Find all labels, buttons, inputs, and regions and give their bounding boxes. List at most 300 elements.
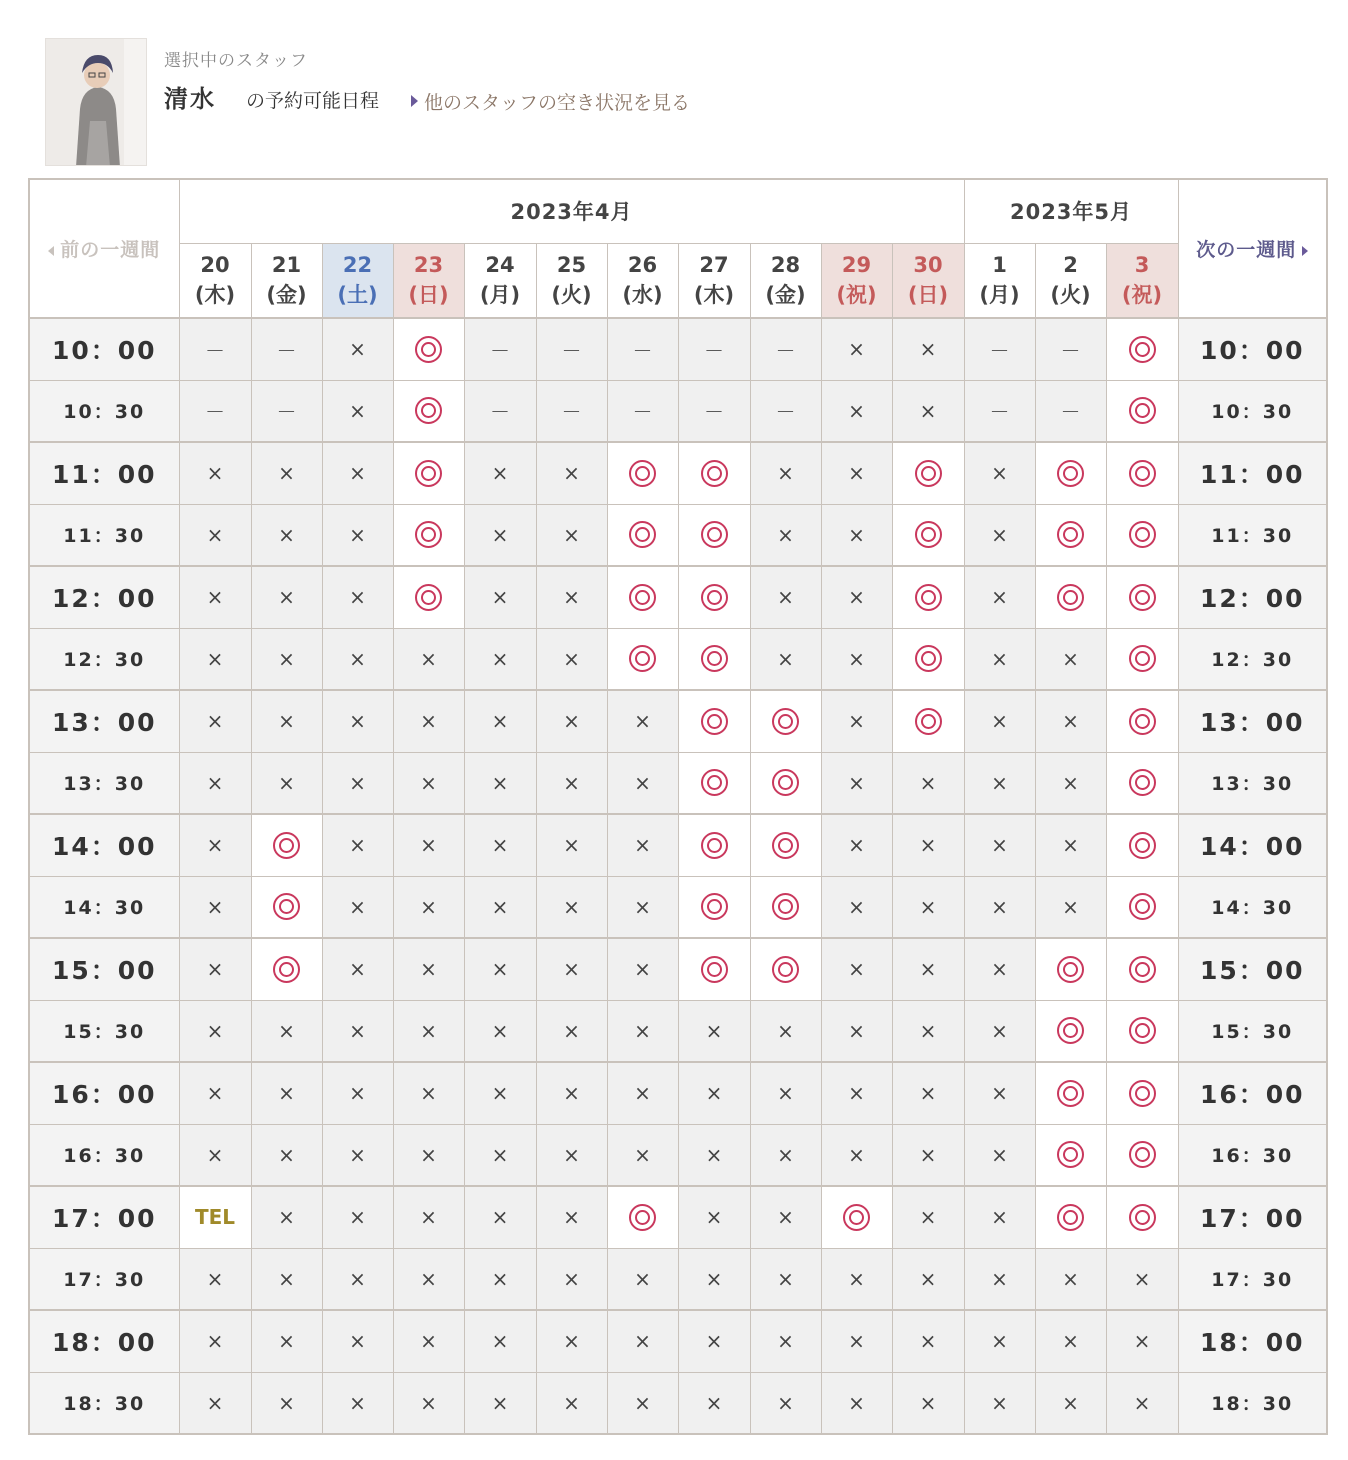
time-label: 13：00 — [1178, 690, 1327, 752]
double-circle-icon — [415, 584, 442, 611]
slot-available[interactable] — [892, 566, 964, 628]
slot-available[interactable] — [251, 938, 322, 1000]
time-label: 15：30 — [29, 1000, 179, 1062]
slot-full: × — [678, 1000, 750, 1062]
time-label: 11：00 — [1178, 442, 1327, 504]
slot-full: × — [393, 752, 464, 814]
time-row — [29, 752, 1327, 814]
double-circle-icon — [629, 645, 656, 672]
slot-closed: － — [179, 380, 251, 442]
next-week-label: 次の一週間 — [1196, 239, 1297, 261]
slot-available[interactable] — [1106, 380, 1178, 442]
slot-available[interactable] — [678, 814, 750, 876]
slot-available[interactable] — [1106, 628, 1178, 690]
slot-full: × — [179, 566, 251, 628]
slot-full: × — [821, 938, 892, 1000]
slot-full: × — [821, 752, 892, 814]
slot-closed: － — [964, 318, 1035, 380]
slot-full: × — [1035, 628, 1106, 690]
double-circle-icon — [1129, 1017, 1156, 1044]
slot-full: × — [678, 1248, 750, 1310]
double-circle-icon — [1057, 956, 1084, 983]
double-circle-icon — [701, 584, 728, 611]
time-label: 17：00 — [1178, 1186, 1327, 1248]
slot-full: × — [821, 380, 892, 442]
slot-full: × — [536, 814, 607, 876]
slot-available[interactable] — [607, 566, 678, 628]
slot-available[interactable] — [1106, 566, 1178, 628]
slot-available[interactable] — [678, 504, 750, 566]
slot-full: × — [821, 814, 892, 876]
slot-full: × — [821, 1310, 892, 1372]
slot-full: × — [322, 1062, 393, 1124]
slot-available[interactable] — [892, 690, 964, 752]
double-circle-icon — [701, 769, 728, 796]
double-circle-icon — [1129, 336, 1156, 363]
day-header — [892, 243, 964, 318]
slot-closed: － — [536, 318, 607, 380]
slot-full: × — [464, 504, 536, 566]
time-label: 10：30 — [29, 380, 179, 442]
time-label: 10：30 — [1178, 380, 1327, 442]
slot-available[interactable] — [1106, 1124, 1178, 1186]
slot-full: × — [678, 1186, 750, 1248]
time-row — [29, 1062, 1327, 1124]
slot-available[interactable] — [1035, 938, 1106, 1000]
time-row — [29, 876, 1327, 938]
slot-full: × — [464, 814, 536, 876]
double-circle-icon — [415, 521, 442, 548]
slot-available[interactable] — [393, 380, 464, 442]
slot-full: × — [536, 1248, 607, 1310]
slot-available[interactable] — [892, 504, 964, 566]
slot-full: × — [821, 1000, 892, 1062]
slot-full: × — [821, 1124, 892, 1186]
double-circle-icon — [629, 460, 656, 487]
slot-available[interactable] — [1035, 1062, 1106, 1124]
slot-full: × — [750, 504, 821, 566]
double-circle-icon — [772, 769, 799, 796]
caret-left-icon — [48, 246, 54, 256]
day-weekday: (土) — [337, 283, 378, 308]
double-circle-icon — [273, 893, 300, 920]
slot-available[interactable] — [1035, 566, 1106, 628]
slot-full: × — [964, 1000, 1035, 1062]
day-number: 24 — [485, 253, 515, 278]
time-row — [29, 1124, 1327, 1186]
time-label: 12：30 — [29, 628, 179, 690]
slot-full: × — [464, 1372, 536, 1434]
slot-closed: － — [750, 318, 821, 380]
slot-full: × — [322, 1372, 393, 1434]
slot-full: × — [322, 504, 393, 566]
slot-full: × — [251, 1372, 322, 1434]
double-circle-icon — [1129, 645, 1156, 672]
slot-full: × — [1035, 752, 1106, 814]
slot-full: × — [322, 814, 393, 876]
day-number: 20 — [200, 253, 230, 278]
time-row — [29, 1186, 1327, 1248]
slot-full: × — [322, 380, 393, 442]
slot-available[interactable] — [678, 938, 750, 1000]
slot-full: × — [892, 1186, 964, 1248]
slot-full: × — [821, 690, 892, 752]
slot-closed: － — [536, 380, 607, 442]
slot-full: × — [536, 442, 607, 504]
double-circle-icon — [701, 956, 728, 983]
slot-full: × — [536, 1372, 607, 1434]
double-circle-icon — [701, 832, 728, 859]
time-label: 15：00 — [29, 938, 179, 1000]
day-weekday: (祝) — [1121, 283, 1163, 308]
slot-available[interactable] — [1106, 442, 1178, 504]
double-circle-icon — [1129, 521, 1156, 548]
day-weekday: (金) — [765, 283, 806, 308]
staff-header — [164, 46, 690, 115]
slot-full: × — [750, 442, 821, 504]
slot-full: × — [607, 690, 678, 752]
day-weekday: (火) — [1050, 283, 1091, 308]
time-row — [29, 628, 1327, 690]
slot-available[interactable] — [678, 442, 750, 504]
slot-available[interactable] — [607, 628, 678, 690]
double-circle-icon — [1057, 584, 1084, 611]
slot-available[interactable] — [821, 1186, 892, 1248]
slot-available[interactable] — [393, 318, 464, 380]
slot-full: × — [607, 1372, 678, 1434]
slot-full: × — [464, 442, 536, 504]
slot-full: × — [607, 752, 678, 814]
day-weekday: (木) — [693, 283, 735, 308]
slot-full: × — [964, 628, 1035, 690]
double-circle-icon — [701, 645, 728, 672]
slot-closed: － — [464, 318, 536, 380]
slot-full: × — [536, 1062, 607, 1124]
double-circle-icon — [415, 460, 442, 487]
slot-full: × — [464, 1186, 536, 1248]
slot-full: × — [251, 690, 322, 752]
time-row — [29, 1372, 1327, 1434]
prev-week-label: 前の一週間 — [60, 239, 161, 261]
day-number: 27 — [699, 253, 729, 278]
slot-full: × — [179, 628, 251, 690]
slot-full: × — [821, 628, 892, 690]
slot-available[interactable] — [607, 1186, 678, 1248]
slot-available[interactable] — [750, 876, 821, 938]
slot-full: × — [1035, 1372, 1106, 1434]
double-circle-icon — [1129, 769, 1156, 796]
slot-available[interactable] — [1106, 1186, 1178, 1248]
slot-full: × — [179, 1124, 251, 1186]
slot-full: × — [322, 566, 393, 628]
slot-full: × — [464, 1248, 536, 1310]
day-header — [1035, 243, 1106, 318]
slot-full: × — [536, 938, 607, 1000]
slot-available[interactable] — [251, 814, 322, 876]
slot-full: × — [464, 566, 536, 628]
slot-available[interactable] — [750, 938, 821, 1000]
slot-full: × — [964, 1062, 1035, 1124]
slot-full: × — [536, 504, 607, 566]
slot-full: × — [536, 876, 607, 938]
time-label: 17：30 — [1178, 1248, 1327, 1310]
slot-closed: － — [678, 380, 750, 442]
slot-full: × — [179, 876, 251, 938]
time-label: 17：30 — [29, 1248, 179, 1310]
slot-full: × — [251, 1000, 322, 1062]
slot-available[interactable] — [607, 442, 678, 504]
double-circle-icon — [1129, 893, 1156, 920]
slot-full: × — [892, 752, 964, 814]
double-circle-icon — [915, 708, 942, 735]
time-label: 15：00 — [1178, 938, 1327, 1000]
slot-full: × — [251, 1248, 322, 1310]
day-number: 30 — [913, 253, 943, 278]
day-header — [393, 243, 464, 318]
double-circle-icon — [1129, 397, 1156, 424]
time-label: 16：00 — [29, 1062, 179, 1124]
slot-available[interactable] — [251, 876, 322, 938]
slot-full: × — [464, 752, 536, 814]
time-label: 11：30 — [1178, 504, 1327, 566]
double-circle-icon — [273, 956, 300, 983]
slot-full: × — [536, 1310, 607, 1372]
slot-full: × — [322, 1124, 393, 1186]
slot-full: × — [607, 1248, 678, 1310]
slot-full: × — [322, 752, 393, 814]
time-label: 13：30 — [1178, 752, 1327, 814]
slot-available[interactable] — [1106, 814, 1178, 876]
slot-full: × — [750, 628, 821, 690]
slot-full: × — [464, 1000, 536, 1062]
slot-available[interactable] — [1106, 1062, 1178, 1124]
slot-full: × — [251, 504, 322, 566]
slot-available[interactable] — [607, 504, 678, 566]
slot-available[interactable] — [1106, 690, 1178, 752]
slot-full: × — [964, 504, 1035, 566]
slot-full: × — [892, 380, 964, 442]
day-weekday: (祝) — [836, 283, 877, 308]
time-label: 12：30 — [1178, 628, 1327, 690]
day-weekday: (日) — [408, 283, 449, 308]
slot-full: × — [892, 1248, 964, 1310]
double-circle-icon — [1129, 460, 1156, 487]
slot-full: × — [821, 1062, 892, 1124]
slot-available[interactable] — [678, 628, 750, 690]
day-header — [179, 243, 251, 318]
slot-full: × — [393, 1310, 464, 1372]
slot-available[interactable] — [1106, 1000, 1178, 1062]
slot-tel[interactable]: TEL — [179, 1186, 251, 1248]
next-week-button[interactable] — [1178, 179, 1327, 318]
slot-closed: － — [1035, 318, 1106, 380]
time-label: 16：00 — [1178, 1062, 1327, 1124]
caret-right-icon — [1302, 246, 1308, 256]
slot-full: × — [964, 1124, 1035, 1186]
slot-available[interactable] — [1035, 504, 1106, 566]
double-circle-icon — [772, 708, 799, 735]
slot-available[interactable] — [1106, 876, 1178, 938]
time-label: 13：30 — [29, 752, 179, 814]
slot-full: × — [1106, 1310, 1178, 1372]
slot-available[interactable] — [393, 566, 464, 628]
time-label: 14：30 — [29, 876, 179, 938]
slot-full: × — [964, 752, 1035, 814]
slot-full: × — [607, 1062, 678, 1124]
day-number: 23 — [413, 253, 444, 278]
time-label: 15：30 — [1178, 1000, 1327, 1062]
slot-full: × — [964, 690, 1035, 752]
time-label: 13：00 — [29, 690, 179, 752]
slot-full: × — [821, 318, 892, 380]
double-circle-icon — [1129, 1204, 1156, 1231]
day-weekday: (月) — [979, 283, 1020, 308]
time-label: 14：00 — [29, 814, 179, 876]
slot-available[interactable] — [1106, 318, 1178, 380]
staff-name: 清水 — [164, 85, 216, 113]
slot-full: × — [892, 1000, 964, 1062]
slot-closed: － — [1035, 380, 1106, 442]
slot-available[interactable] — [1035, 1124, 1106, 1186]
slot-full: × — [393, 876, 464, 938]
time-row — [29, 938, 1327, 1000]
day-header — [1106, 243, 1178, 318]
slot-available[interactable] — [393, 442, 464, 504]
slot-full: × — [464, 690, 536, 752]
slot-available[interactable] — [750, 690, 821, 752]
slot-full: × — [1035, 814, 1106, 876]
double-circle-icon — [273, 832, 300, 859]
slot-closed: － — [464, 380, 536, 442]
slot-full: × — [821, 1248, 892, 1310]
slot-available[interactable] — [892, 442, 964, 504]
slot-available[interactable] — [1106, 938, 1178, 1000]
time-row — [29, 566, 1327, 628]
slot-full: × — [464, 876, 536, 938]
time-label: 18：00 — [1178, 1310, 1327, 1372]
other-staff-link[interactable] — [411, 88, 690, 115]
slot-full: × — [322, 442, 393, 504]
double-circle-icon — [701, 521, 728, 548]
slot-full: × — [464, 1310, 536, 1372]
slot-full: × — [892, 1372, 964, 1434]
slot-full: × — [750, 1000, 821, 1062]
slot-available[interactable] — [750, 752, 821, 814]
day-weekday: (木) — [194, 283, 236, 308]
slot-full: × — [821, 442, 892, 504]
slot-full: × — [750, 1062, 821, 1124]
day-weekday: (日) — [907, 283, 949, 308]
day-number: 21 — [271, 253, 302, 278]
time-row — [29, 1000, 1327, 1062]
slot-full: × — [251, 1062, 322, 1124]
time-label: 10：00 — [29, 318, 179, 380]
time-label: 17：00 — [29, 1186, 179, 1248]
slot-full: × — [821, 566, 892, 628]
day-header — [678, 243, 750, 318]
slot-available[interactable] — [1106, 504, 1178, 566]
day-number: 22 — [342, 253, 373, 278]
day-number: 25 — [556, 253, 587, 278]
slot-full: × — [678, 1124, 750, 1186]
slot-available[interactable] — [1035, 1186, 1106, 1248]
slot-full: × — [393, 1248, 464, 1310]
slot-full: × — [536, 690, 607, 752]
slot-available[interactable] — [1035, 1000, 1106, 1062]
slot-full: × — [322, 1000, 393, 1062]
month-header: 2023年5月 — [964, 179, 1178, 243]
slot-full: × — [536, 1000, 607, 1062]
slot-full: × — [964, 442, 1035, 504]
slot-full: × — [607, 1000, 678, 1062]
day-weekday: (水) — [622, 283, 663, 308]
prev-week-button[interactable] — [29, 179, 179, 318]
slot-available[interactable] — [678, 566, 750, 628]
time-label: 16：30 — [29, 1124, 179, 1186]
slot-full: × — [750, 566, 821, 628]
slot-full: × — [179, 504, 251, 566]
slot-full: × — [179, 752, 251, 814]
slot-full: × — [322, 628, 393, 690]
time-row — [29, 690, 1327, 752]
double-circle-icon — [1129, 832, 1156, 859]
slot-available[interactable] — [678, 876, 750, 938]
slot-full: × — [251, 566, 322, 628]
slot-full: × — [536, 752, 607, 814]
slot-full: × — [607, 938, 678, 1000]
slot-full: × — [322, 690, 393, 752]
slot-available[interactable] — [1106, 752, 1178, 814]
slot-full: × — [464, 628, 536, 690]
time-row — [29, 504, 1327, 566]
slot-full: × — [322, 1248, 393, 1310]
slot-full: × — [393, 628, 464, 690]
slot-full: × — [393, 938, 464, 1000]
slot-full: × — [536, 1124, 607, 1186]
slot-full: × — [322, 1186, 393, 1248]
slot-full: × — [393, 690, 464, 752]
slot-full: × — [393, 1062, 464, 1124]
staff-photo — [45, 38, 147, 166]
time-label: 10：00 — [1178, 318, 1327, 380]
slot-available[interactable] — [678, 690, 750, 752]
slot-full: × — [964, 938, 1035, 1000]
slot-full: × — [964, 566, 1035, 628]
slot-full: × — [892, 938, 964, 1000]
slot-full: × — [678, 1310, 750, 1372]
double-circle-icon — [1129, 708, 1156, 735]
time-label: 18：00 — [29, 1310, 179, 1372]
slot-full: × — [1035, 690, 1106, 752]
double-circle-icon — [1129, 1080, 1156, 1107]
slot-available[interactable] — [1035, 442, 1106, 504]
slot-available[interactable] — [678, 752, 750, 814]
slot-full: × — [1035, 1310, 1106, 1372]
time-row — [29, 814, 1327, 876]
slot-full: × — [322, 318, 393, 380]
slot-full: × — [607, 876, 678, 938]
double-circle-icon — [1057, 521, 1084, 548]
slot-full: × — [750, 1124, 821, 1186]
slot-available[interactable] — [393, 504, 464, 566]
slot-available[interactable] — [892, 628, 964, 690]
time-label: 18：30 — [1178, 1372, 1327, 1434]
slot-available[interactable] — [750, 814, 821, 876]
slot-full: × — [678, 1062, 750, 1124]
double-circle-icon — [915, 584, 942, 611]
day-header — [536, 243, 607, 318]
slot-full: × — [821, 1372, 892, 1434]
